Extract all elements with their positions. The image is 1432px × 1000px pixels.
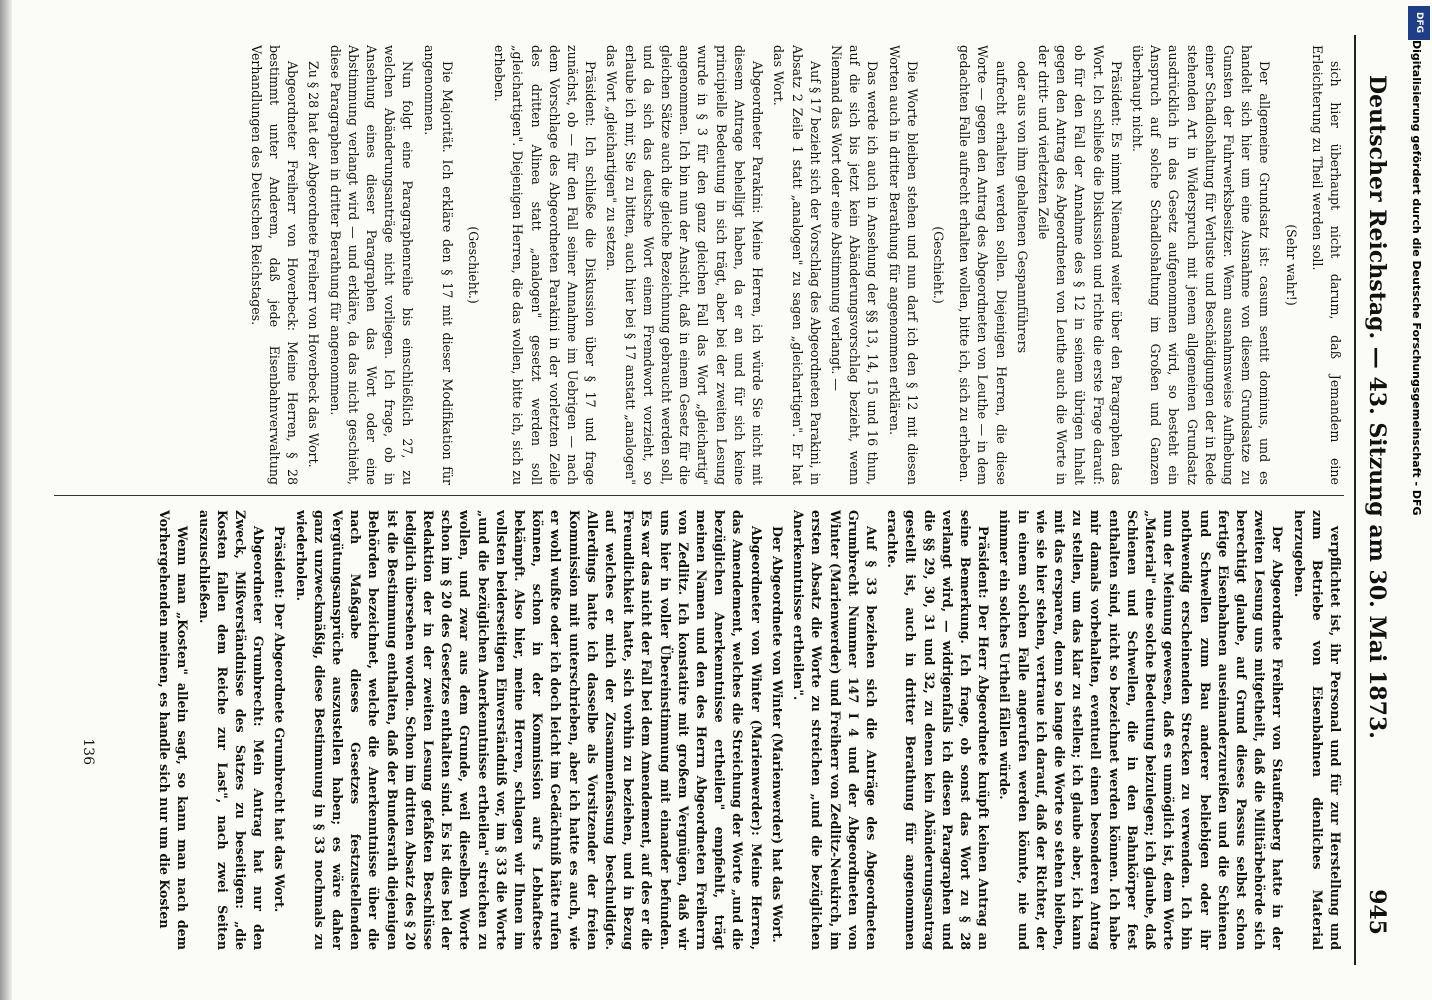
paragraph: Nun folgt eine Paragraphenreihe bis einschließlich 27, zu welchen Abänderungsanträge nicht vorliegen. Ich frage, ob in Ansehung eines dieser Paragraphen das Wort oder eine Abstimmung verlangt wird — und erkläre, da das nicht geschieht, diese Paragraphen in dritter Berathung für angenommen. [327,45,416,485]
paragraph: verpflichtet ist, ihr Personal und für zur Herstellung und zum Betriebe von Eisenbahnen dienliches Material herzugeben. [1291,510,1343,950]
dfg-logo: DFG [1408,6,1430,40]
paragraph: Das werde ich auch in Ansehung der §§ 13, 14, 15 und 16 thun, auf die sich bis jetzt kein Abänderungsvorschlag bezieht, wenn Niemand das Wort oder eine Abstimmung verlangt. — [828,45,881,485]
paragraph: Abgeordneter Freiherr von Hoverbeck: Meine Herren, § 28 bestimmt unter Anderem, daß jede Eisenbahnverwaltung Verhandlungen des Deutschen Reichstages. [248,45,301,485]
binding-edge [0,0,12,1000]
right-column [54,510,1344,950]
paragraph: Der Abgeordnete Freiherr von Stauffenberg hatte in der zweiten Lesung uns mitgetheilt, daß die Militärbehörde sich berechtigt glaube, auf Grund dieses Passus selbst schon fertige Eisenbahnen auseinanderzureißen und die Schienen und Schwellen zum Bau anderer beliebigen oder ihr nothwendig erscheinenden Strecken zu verwenden. Ich bin nun der Meinung gewesen, daß es unmöglich ist, dem Worte „Material" eine solche Bedeutung beizulegen; ich glaube, daß Schienen und Schwellen, die in den Bahnkörper fest enthalten sind, nicht so bezeichnet werden können. Ich habe mir damals vorbehalten, eventuell einen besonderen Antrag zu stellen, um das klar zu stellen; ich glaube aber, ich kann mit das ersparen, denn so lange die Worte so stehen bleiben, wie sie hier stehen, vertraue ich darauf, daß der Richter, der in einem solchen Falle angerufen werden könnte, nie und nimmer ein solches Urtheil fällen würde. [997,510,1286,950]
paragraph: Der allgemeine Grundsatz ist: casum sentit dominus, und es handelt sich hier um eine Ausnahme von diesem Grundsatze zu Gunsten der Fuhrwerksbesitzer. Wenn ausnahmsweise Aufhebung einer Schadloshaltung für Verluste und Beschädigungen der in Rede stehenden Art in Widerspruch mit jenem allgemeinen Grundsatz ausdrücklich in das Gesetz aufgenommen wird, so besteht ein Anspruch auf solche Schadloshaltung im Großen und Ganzen überhaupt nicht. [1129,45,1273,485]
paragraph: Abgeordneter Parakini: Meine Herren, ich würde Sie nicht mit diesem Antrage behelligt haben, da er an und für sich keine principielle Bedeutung in sich trägt, aber bei der zweiten Lesung wurde in § 3 für den ganz gleichen Fall das Wort „gleichartig" angenommen. Ich bin nun der Ansicht, daß in einem Gesetz für die gleichen Sätze auch die gleiche Bezeichnung gebraucht werden soll, und da sich das deutsche Wort einem Fremdwort vorzieht, so erlaube ich mir, Sie zu bitten, auch hier bei § 17 anstatt „analogen" das Wort „gleichartigen" zu setzen. [604,45,766,485]
paragraph: Der Abgeordnete von Winter (Marienwerder) hat das Wort. [769,526,785,943]
page-number: 945 [1364,889,1390,935]
paragraph: Wenn man „Kosten" allein sagt, so kann man nach dem Vorhergehenden meinen, es handle sich nur um die Kosten [157,510,191,950]
paragraph: Abgeordneter von Winter (Marienwerder): Meine Herren, das Amendement, welches die Streichung der Worte „und die bezüglichen Anerkenntnisse ertheilen" empfiehlt, trägt meinen Namen und den des Herrn Abgeordneten Freiherrn von Zedlitz. Ich konstatire mit großem Vergnügen, daß wir uns hier in voller Übereinstimmung mit einander befunden. Es war das nicht der Fall bei dem Amendement, auf des er die Freundlichkeit hatte, sich vorhin zu beziehen, und in Bezug auf welches er mich der Zusammenfassung beschuldigte. Allerdings hatte ich dasselbe als Vorsitzender der freien Kommission mit unterschrieben, aber ich hatte es auch, wie er wohl wußte oder ich doch leicht im Gedächtniß hätte rufen können, schon in der Kommission auf's Lebhafteste bekämpft. Also hier, meine Herren, schlagen wir Ihnen im vollsten beiderseitigen Einverständniß vor, im § 33 die Worte „und die bezüglichen Anerkenntnisse ertheilen" streichen zu wollen, und zwar aus dem Grunde, weil dieselben Worte schon im § 20 des Gesetzes enthalten sind. Es ist dies bei der Redaktion der in der zweiten Lesung gefaßten Beschlüsse lediglich übersehen worden. Schon im dritten Absatz des § 20 ist die Bestimmung enthalten, daß der Bundesrath diejenigen Behörden bezeichnet, welche die Anerkenntnisse über die nach Maßgabe dieses Gesetzes festzustellenden Vergütungsansprüche auszustellen haben; es wäre daher ganz unzweckmäßig, diese Bestimmung in § 33 nochmals zu wiederholen. [293,510,764,950]
paragraph: Präsident: Es nimmt Niemand weiter über den Paragraphen das Wort. Ich schließe die Diskussion und richte die erste Frage darauf: ob für den Fall der Annahme des § 12 in seinem übrigen Inhalt gegen den Antrag des Abgeordneten von Leuthe auch die Worte in der dritt- und vierletzten Zeile [1035,45,1124,485]
paragraph: Auf § 33 beziehen sich die Anträge des Abgeordneten Grumbrecht Nummer 147 I 4 und der Abgeordneten von Winter (Marienwerder) und Freiherr von Zedlitz-Neukirch, im ersten Absatz die Worte zu streichen „und die bezüglichen Anerkenntnisse ertheilen". [791,510,879,950]
paragraph: Zu § 28 hat der Abgeordnete Freiherr von Hoverbeck das Wort. [306,61,322,468]
interjection: (Geschieht.) [930,226,946,304]
paragraph: Präsident: Ich schließe die Diskussion über § 17 und frage zunächst, ob — für den Fall seiner Annahme im Uebrigen — nach dem Vorschlage des Abgeordneten Parakini in der vorletzten Zeile des dritten Alinea statt „analogen" gesetzt werden soll „gleichartigen". Diejenigen Herren, die das wollen, bitte ich, sich zu erheben. [492,45,599,485]
header-title: Deutscher Reichstag. — 43. Sitzung am 30. Mai 1873. [1364,75,1390,739]
paragraph: Auf § 17 bezieht sich der Vorschlag des Abgeordneten Parakini, in Absatz 2 Zeile 1 statt „analogen" zu sagen „gleichartigen". Er hat das Wort. [771,45,823,485]
paragraph: Abgeordneter Grumbrecht: Mein Antrag hat nur den Zweck, Mißverständnisse des Satzes zu beseitigen: „die Kosten fallen dem Reiche zur Last", nach zwei Seiten auszuschließen. [196,510,267,950]
digitization-note-text: Digitalisierung gefördert durch die Deutsche Forschungsgemeinschaft - DFG [1410,40,1423,516]
paragraph: Die Majorität. Ich erkläre den § 17 mit dieser Modifikation für angenommen. [421,45,455,485]
running-header [1354,35,1396,965]
left-column [54,45,1344,485]
rotated-page [36,35,1396,965]
paragraph: aufrecht erhalten werden sollen. Diejenigen Herren, die diese Worte — gegen den Antrag des Abgeordneten von Leuthe — in dem gedachten Falle aufrecht erhalten wollen, bitte ich, sich zu erheben. [957,45,1009,485]
interjection: (Sehr wahr!) [1283,224,1299,306]
column-divider [54,495,1344,496]
paragraph: Präsident: Der Abgeordnete Grumbrecht hat das Wort. [272,526,288,913]
paragraph: oder aus von ihm gehaltenen Gespannführers [1014,61,1030,354]
digitization-note [1410,40,1428,880]
paragraph: Präsident: Der Herr Abgeordnete knüpft keinen Antrag an seine Bemerkung. Ich frage, ob sonst das Wort zu § 28 verlangt wird, — widrigenfalls ich diesen Paragraphen und die §§ 29, 30, 31 und 32, zu denen kein Abänderungsantrag gestellt ist, auch in dritter Berathung für angenommen erachte. [885,510,992,950]
paragraph: sich hier überhaupt nicht darum, daß Jemandem eine Erleichterung zu Theil werden soll. [1309,45,1343,485]
interjection: (Geschieht.) [466,226,482,304]
paragraph: Die Worte bleiben stehen und nun darf ich den § 12 mit diesen Worten auch in dritter Berathung für angenommen erklären. [886,45,920,485]
footer-signature: 136 [80,738,96,765]
